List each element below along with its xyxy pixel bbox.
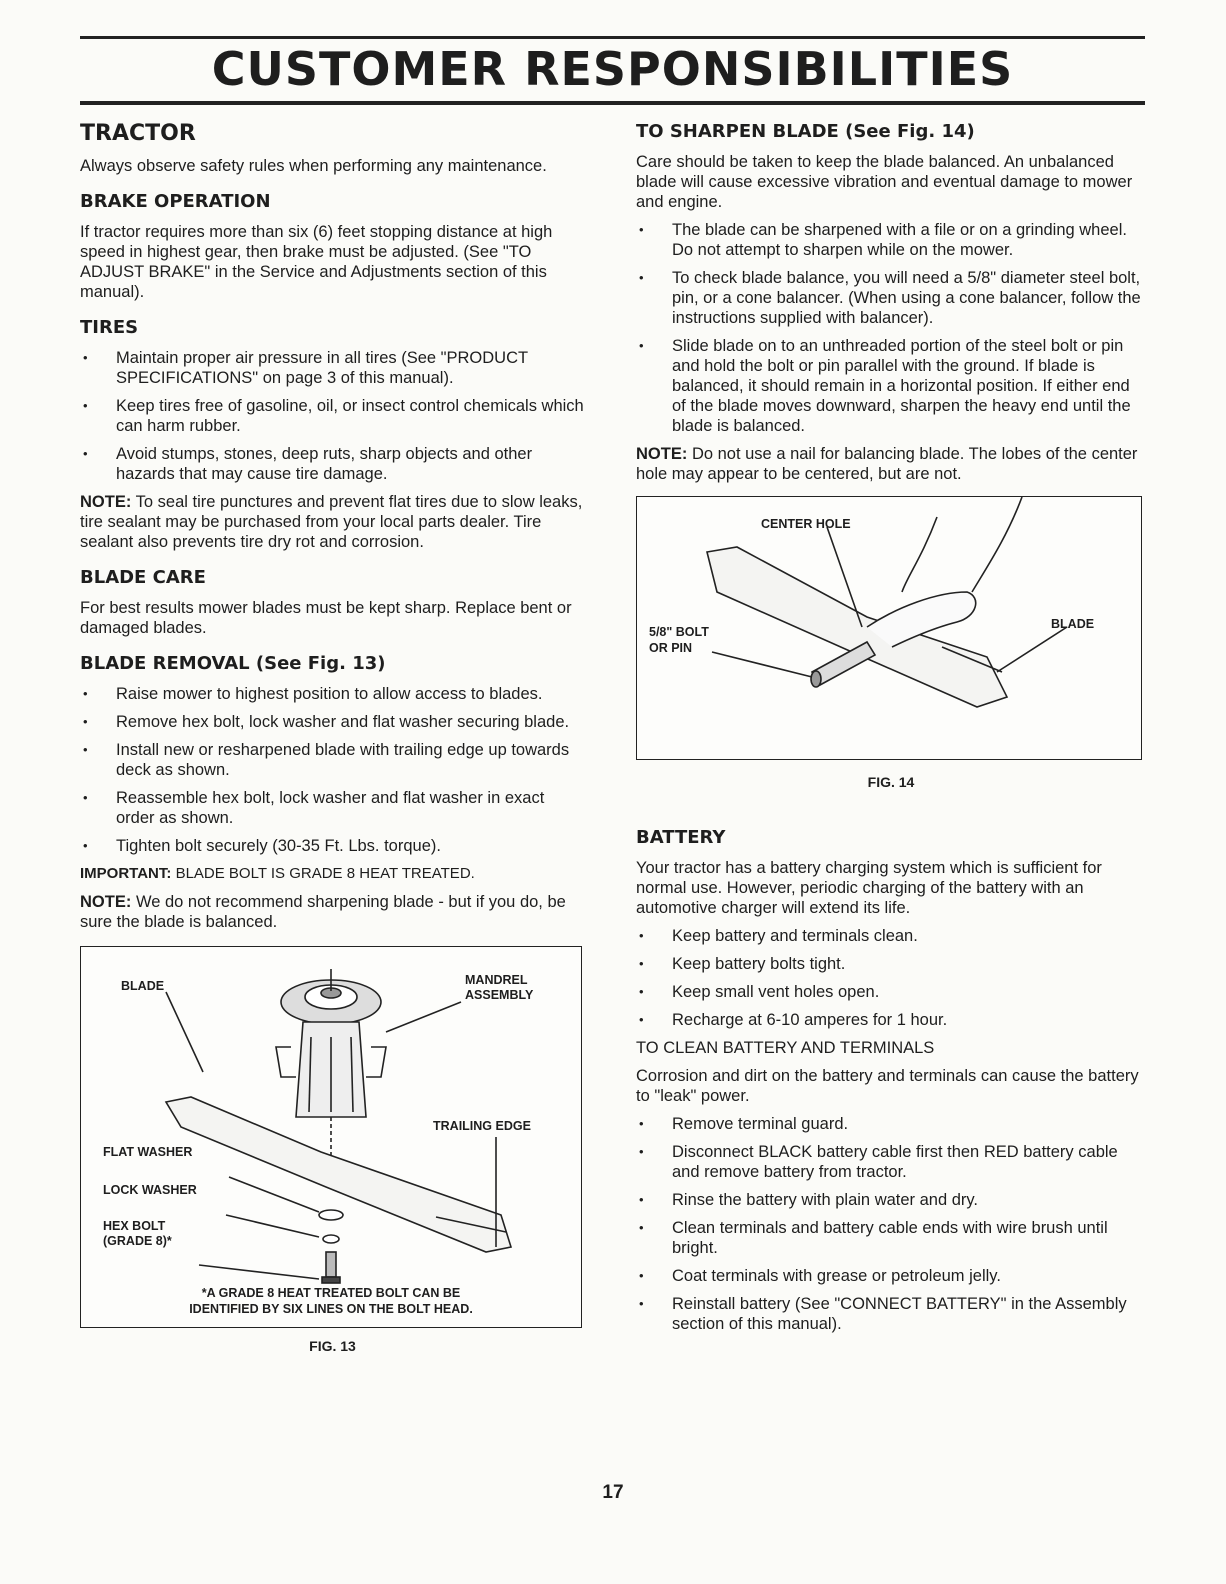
note-label: NOTE: <box>636 445 688 463</box>
list-item <box>636 268 1146 328</box>
battery-list <box>636 926 1146 1030</box>
fig14-or-pin-label: OR PIN <box>649 641 693 655</box>
page-title: CUSTOMER RESPONSIBILITIES <box>211 42 1014 96</box>
left-column <box>80 114 585 1354</box>
list-item <box>80 836 585 856</box>
list-item-text: Keep tires free of gasoline, oil, or insect control chemicals which can harm rubber. <box>116 397 584 435</box>
bullet-icon: • <box>639 1144 644 1159</box>
note-text: We do not recommend sharpening blade - but if you do, be sure the blade is balanced. <box>80 893 566 931</box>
list-item <box>636 1142 1146 1182</box>
bullet-icon: • <box>83 838 88 853</box>
fig14-bolt-label: 5/8" BOLT <box>649 625 709 639</box>
list-item-text: Keep battery and terminals clean. <box>672 927 918 945</box>
list-item <box>80 396 585 436</box>
list-item-text: Raise mower to highest position to allow access to blades. <box>116 685 543 703</box>
bullet-icon: • <box>639 1116 644 1131</box>
sharpen-intro: Care should be taken to keep the blade balanced. An unbalanced blade will cause excessive vibration and eventual damage to mower and engine. <box>636 153 1133 211</box>
bullet-icon: • <box>639 928 644 943</box>
tractor-heading: TRACTOR <box>80 121 196 146</box>
list-item <box>636 1114 1146 1134</box>
list-item-text: Keep small vent holes open. <box>672 983 880 1001</box>
bullet-icon: • <box>639 1296 644 1311</box>
fig13-footnote <box>81 1285 581 1317</box>
list-item <box>636 1294 1146 1334</box>
list-item <box>636 336 1146 436</box>
list-item-text: Tighten bolt securely (30-35 Ft. Lbs. torque). <box>116 837 441 855</box>
blade-removal-heading: BLADE REMOVAL (See Fig. 13) <box>80 653 386 674</box>
list-item-text: The blade can be sharpened with a file or on a grinding wheel. Do not attempt to sharpen while on the mower. <box>672 221 1127 259</box>
tires-note <box>80 492 585 552</box>
list-item <box>80 740 585 780</box>
fig13-mandrel-label: MANDREL ASSEMBLY <box>465 973 534 1002</box>
note-text: Do not use a nail for balancing blade. The lobes of the center hole may appear to be centered, but are not. <box>636 445 1138 483</box>
list-item-text: Coat terminals with grease or petroleum jelly. <box>672 1267 1001 1285</box>
battery-intro: Your tractor has a battery charging system which is sufficient for normal use. However, periodic charging of the battery with an automotive charger will extend its life. <box>636 859 1102 917</box>
fig14-center-hole-label: CENTER HOLE <box>761 517 851 531</box>
battery-heading: BATTERY <box>636 827 726 848</box>
right-column <box>636 114 1146 1342</box>
brake-heading: BRAKE OPERATION <box>80 191 271 212</box>
important-note <box>80 864 585 884</box>
list-item-text: Rinse the battery with plain water and dry. <box>672 1191 979 1209</box>
top-rule <box>80 36 1145 39</box>
figure-14 <box>636 496 1142 760</box>
list-item <box>636 1218 1146 1258</box>
fig13-hex-bolt-label: HEX BOLT <box>103 1219 166 1233</box>
bullet-icon: • <box>639 1268 644 1283</box>
bullet-icon: • <box>83 790 88 805</box>
mandrel-blade-diagram <box>81 947 581 1327</box>
bullet-icon: • <box>83 350 88 365</box>
list-item-text: Keep battery bolts tight. <box>672 955 846 973</box>
list-item-text: Reassemble hex bolt, lock washer and flat washer in exact order as shown. <box>116 789 545 827</box>
bullet-icon: • <box>639 984 644 999</box>
list-item <box>80 712 585 732</box>
note-text: To seal tire punctures and prevent flat tires due to slow leaks, tire sealant may be purchased from your local parts dealer. Tire sealant also prevents tire dry rot and corrosion. <box>80 493 583 551</box>
page-number: 17 <box>602 1482 624 1503</box>
fig14-caption: FIG. 14 <box>867 774 915 790</box>
bullet-icon: • <box>639 956 644 971</box>
sharpen-list <box>636 220 1146 436</box>
bullet-icon: • <box>83 446 88 461</box>
list-item-text: To check blade balance, you will need a 5/8" diameter steel bolt, pin, or a cone balancer. (When using a cone balancer, follow the instructions supplied with balancer). <box>672 269 1141 327</box>
blade-care-text: For best results mower blades must be kept sharp. Replace bent or damaged blades. <box>80 599 572 637</box>
tires-list <box>80 348 585 484</box>
note-label: NOTE: <box>80 893 132 911</box>
list-item <box>636 954 1146 974</box>
bullet-icon: • <box>83 398 88 413</box>
fig13-blade-label: BLADE <box>121 979 165 993</box>
sharpen-note <box>636 444 1146 484</box>
fig13-footnote-line2: IDENTIFIED BY SIX LINES ON THE BOLT HEAD. <box>189 1302 473 1316</box>
list-item <box>80 684 585 704</box>
list-item <box>636 1010 1146 1030</box>
blade-care-heading: BLADE CARE <box>80 567 206 588</box>
list-item-text: Avoid stumps, stones, deep ruts, sharp objects and other hazards that may cause tire damage. <box>116 445 533 483</box>
list-item-text: Remove hex bolt, lock washer and flat washer securing blade. <box>116 713 570 731</box>
bullet-icon: • <box>639 1220 644 1235</box>
fig13-grade-label: (GRADE 8)* <box>103 1234 172 1248</box>
list-item-text: Maintain proper air pressure in all tires (See "PRODUCT SPECIFICATIONS" on page 3 of this manual). <box>116 349 528 387</box>
bullet-icon: • <box>83 686 88 701</box>
list-item <box>636 926 1146 946</box>
figure-13 <box>80 946 582 1328</box>
list-item-text: Install new or resharpened blade with trailing edge up towards deck as shown. <box>116 741 570 779</box>
title-underline <box>80 101 1145 105</box>
list-item-text: Remove terminal guard. <box>672 1115 849 1133</box>
list-item-text: Recharge at 6-10 amperes for 1 hour. <box>672 1011 948 1029</box>
fig13-flat-washer-label: FLAT WASHER <box>103 1145 193 1159</box>
bullet-icon: • <box>83 742 88 757</box>
bullet-icon: • <box>639 270 644 285</box>
list-item <box>80 444 585 484</box>
clean-battery-heading: TO CLEAN BATTERY AND TERMINALS <box>636 1039 935 1057</box>
tractor-intro: Always observe safety rules when performing any maintenance. <box>80 157 547 175</box>
important-label: IMPORTANT: <box>80 865 172 882</box>
tires-heading: TIRES <box>80 317 139 338</box>
note-label: NOTE: <box>80 493 132 511</box>
fig13-trailing-edge-label: TRAILING EDGE <box>433 1119 531 1133</box>
list-item-text: Disconnect BLACK battery cable first then RED battery cable and remove battery from tractor. <box>672 1143 1118 1181</box>
clean-battery-intro: Corrosion and dirt on the battery and terminals can cause the battery to "leak" power. <box>636 1067 1139 1105</box>
blade-removal-list <box>80 684 585 856</box>
fig13-lock-washer-label: LOCK WASHER <box>103 1183 197 1197</box>
brake-text: If tractor requires more than six (6) feet stopping distance at high speed in highest gear, then brake must be adjusted. (See "TO ADJUST BRAKE" in the Service and Adjustments section of this manual). <box>80 223 553 301</box>
list-item <box>80 348 585 388</box>
bullet-icon: • <box>639 222 644 237</box>
bullet-icon: • <box>83 714 88 729</box>
bullet-icon: • <box>639 338 644 353</box>
important-text: BLADE BOLT IS GRADE 8 HEAT TREATED. <box>175 865 475 882</box>
clean-battery-list <box>636 1114 1146 1334</box>
bullet-icon: • <box>639 1012 644 1027</box>
list-item <box>636 1190 1146 1210</box>
list-item <box>636 1266 1146 1286</box>
fig13-caption: FIG. 13 <box>309 1338 356 1354</box>
bullet-icon: • <box>639 1192 644 1207</box>
fig14-blade-label: BLADE <box>1051 617 1095 631</box>
blade-removal-note <box>80 892 585 932</box>
list-item-text: Clean terminals and battery cable ends with wire brush until bright. <box>672 1219 1108 1257</box>
list-item-text: Reinstall battery (See "CONNECT BATTERY" in the Assembly section of this manual). <box>672 1295 1127 1333</box>
list-item <box>636 982 1146 1002</box>
list-item <box>80 788 585 828</box>
list-item-text: Slide blade on to an unthreaded portion of the steel bolt or pin and hold the bolt or pin parallel with the ground. If blade is balanced, it should remain in a horizontal position. If either end of the blade moves downward, sharpen the heavy end until the blade is balanced. <box>672 337 1131 435</box>
fig13-footnote-line1: *A GRADE 8 HEAT TREATED BOLT CAN BE <box>201 1286 461 1300</box>
list-item <box>636 220 1146 260</box>
sharpen-heading: TO SHARPEN BLADE (See Fig. 14) <box>636 121 975 142</box>
